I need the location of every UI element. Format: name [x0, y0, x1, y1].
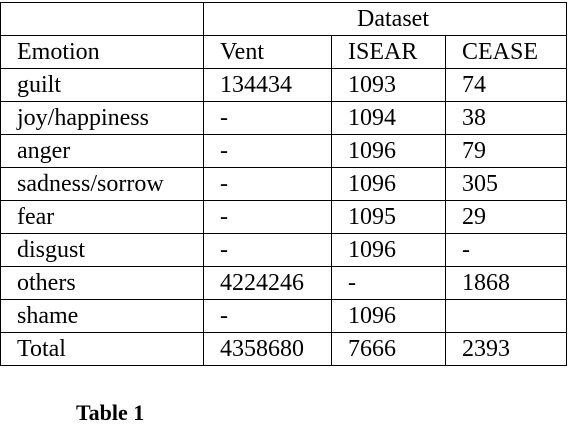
emotion-cell: Total	[1, 333, 204, 366]
emotion-dataset-table	[0, 2, 567, 366]
table-row	[1, 69, 567, 102]
vent-cell: -	[204, 102, 332, 135]
table-row	[1, 267, 567, 300]
cease-cell: 1868	[446, 267, 567, 300]
isear-cell: 1095	[332, 201, 446, 234]
emotion-cell: sadness/sorrow	[1, 168, 204, 201]
cease-cell: 29	[446, 201, 567, 234]
vent-cell: 4224246	[204, 267, 332, 300]
isear-cell: 1093	[332, 69, 446, 102]
isear-cell: -	[332, 267, 446, 300]
isear-cell: 1094	[332, 102, 446, 135]
total-row	[1, 333, 567, 366]
column-header-vent: Vent	[204, 36, 332, 69]
table-row	[1, 201, 567, 234]
cease-cell: 2393	[446, 333, 567, 366]
table-row	[1, 102, 567, 135]
cease-cell: 79	[446, 135, 567, 168]
cease-cell: -	[446, 234, 567, 267]
cease-cell: 305	[446, 168, 567, 201]
table-row	[1, 300, 567, 333]
vent-cell: -	[204, 300, 332, 333]
emotion-cell: guilt	[1, 69, 204, 102]
vent-cell: -	[204, 201, 332, 234]
emotion-cell: joy/happiness	[1, 102, 204, 135]
vent-cell: -	[204, 234, 332, 267]
table-row	[1, 135, 567, 168]
isear-cell: 1096	[332, 135, 446, 168]
blank-corner-cell	[1, 3, 204, 36]
emotion-cell: others	[1, 267, 204, 300]
cease-cell	[446, 300, 567, 333]
column-header-isear: ISEAR	[332, 36, 446, 69]
dataset-group-header: Dataset	[204, 3, 567, 36]
emotion-cell: shame	[1, 300, 204, 333]
isear-cell: 1096	[332, 168, 446, 201]
emotion-cell: fear	[1, 201, 204, 234]
group-header-row	[1, 3, 567, 36]
vent-cell: 4358680	[204, 333, 332, 366]
emotion-cell: disgust	[1, 234, 204, 267]
emotion-cell: anger	[1, 135, 204, 168]
table-row	[1, 234, 567, 267]
isear-cell: 7666	[332, 333, 446, 366]
vent-cell: -	[204, 135, 332, 168]
cease-cell: 74	[446, 69, 567, 102]
isear-cell: 1096	[332, 234, 446, 267]
vent-cell: 134434	[204, 69, 332, 102]
vent-cell: -	[204, 168, 332, 201]
cease-cell: 38	[446, 102, 567, 135]
column-header-emotion: Emotion	[1, 36, 204, 69]
table-row	[1, 168, 567, 201]
isear-cell: 1096	[332, 300, 446, 333]
column-header-cease: CEASE	[446, 36, 567, 69]
column-header-row	[1, 36, 567, 69]
table-caption: Table 1	[76, 400, 145, 425]
